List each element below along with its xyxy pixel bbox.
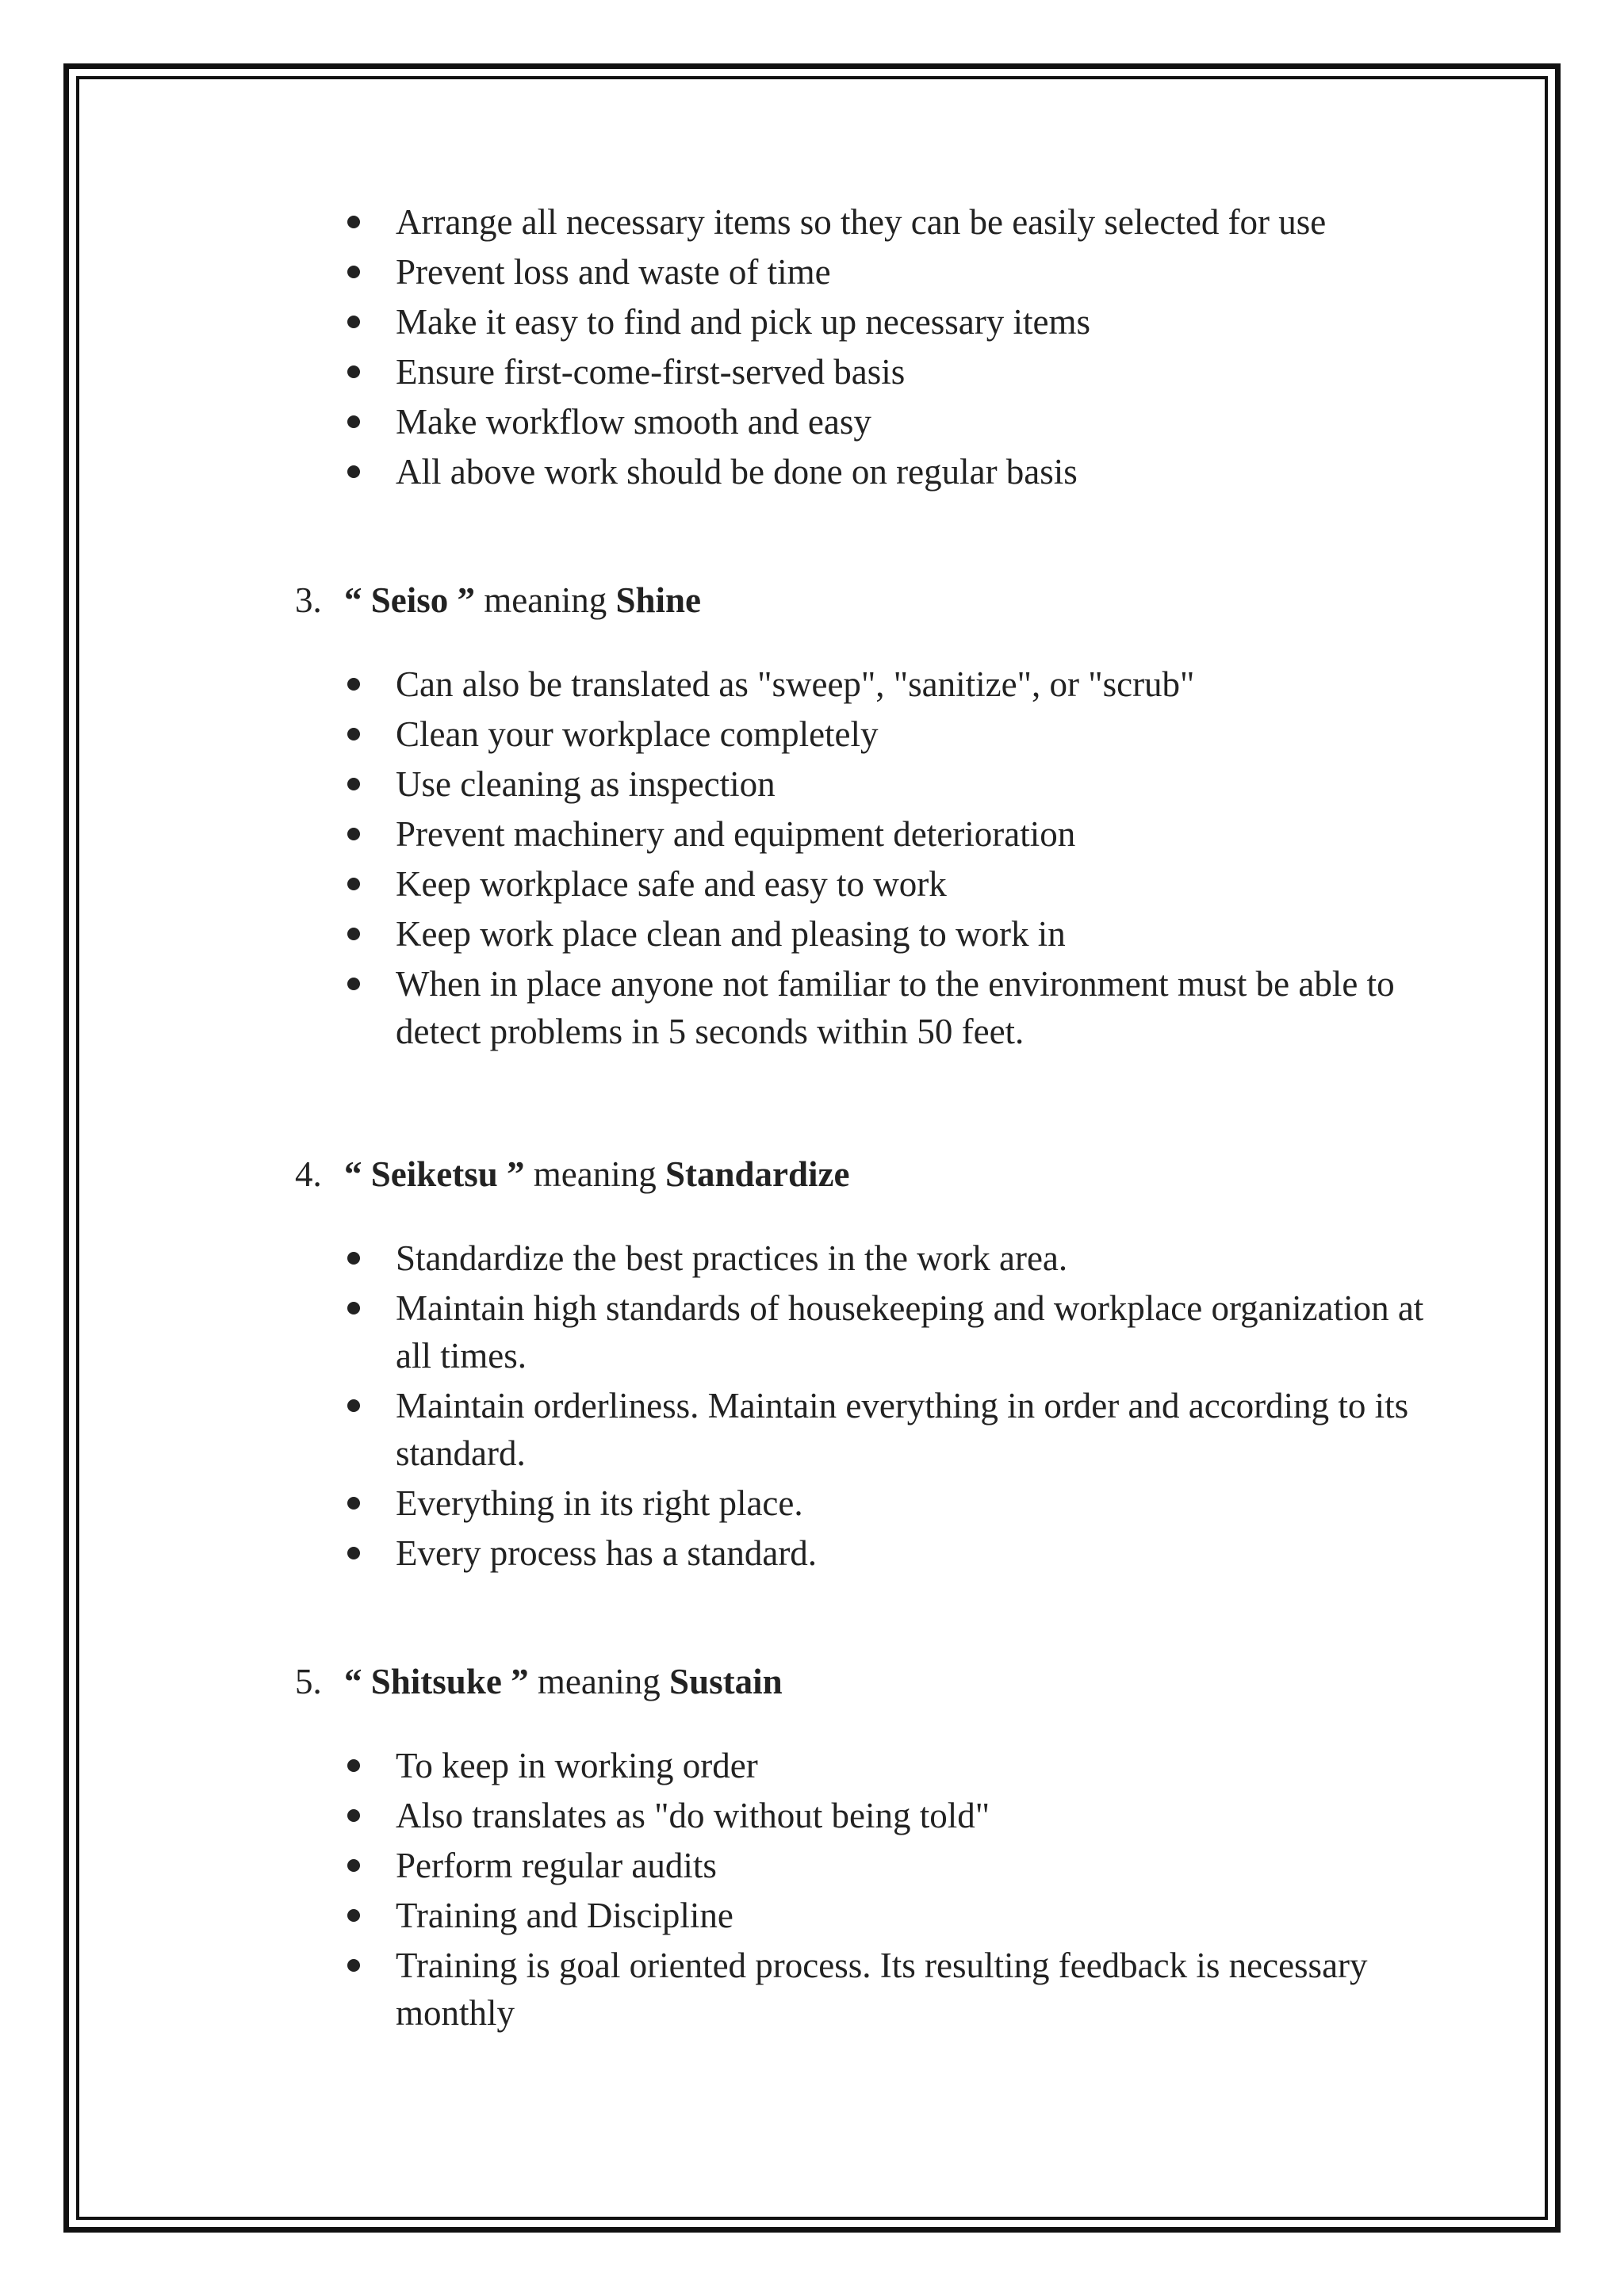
list-item: Also translates as "do without being told" (346, 1792, 1440, 1839)
list-item: Make it easy to find and pick up necessary items (346, 298, 1440, 346)
list-item: When in place anyone not familiar to the environment must be able to detect problems in 5 seconds within 50 feet. (346, 960, 1440, 1055)
list-item: Prevent machinery and equipment deterioration (346, 810, 1440, 858)
section-number: 5. (295, 1662, 322, 1701)
seiketsu-bullet-list (346, 1234, 1440, 1579)
list-item: Maintain orderliness. Maintain everything in order and according to its standard. (346, 1382, 1440, 1477)
section-number: 4. (295, 1154, 322, 1194)
section-number: 3. (295, 580, 322, 620)
section-meaning: Standardize (665, 1154, 850, 1194)
seiso-bullet-list (346, 660, 1440, 1058)
list-item: Ensure first-come-first-served basis (346, 348, 1440, 396)
list-item: Everything in its right place. (346, 1479, 1440, 1527)
list-item: Clean your workplace completely (346, 710, 1440, 758)
list-item: Every process has a standard. (346, 1529, 1440, 1577)
section-heading-seiso (295, 576, 701, 624)
list-item: Training is goal oriented process. Its resulting feedback is necessary monthly (346, 1942, 1440, 2037)
section-connector: meaning (475, 580, 616, 620)
list-item: Can also be translated as "sweep", "sanitize", or "scrub" (346, 660, 1440, 708)
list-item: Arrange all necessary items so they can be easily selected for use (346, 198, 1440, 246)
section-meaning: Shine (615, 580, 702, 620)
shitsuke-bullet-list (346, 1742, 1440, 2039)
section-connector: meaning (528, 1662, 670, 1701)
list-item: All above work should be done on regular basis (346, 448, 1440, 496)
section-term: “ Seiketsu ” (344, 1154, 525, 1194)
section-term: “ Seiso ” (344, 580, 476, 620)
section-heading-seiketsu (295, 1150, 850, 1198)
list-item: Prevent loss and waste of time (346, 248, 1440, 296)
list-item: Training and Discipline (346, 1892, 1440, 1939)
list-item: Standardize the best practices in the work area. (346, 1234, 1440, 1282)
list-item: Perform regular audits (346, 1842, 1440, 1889)
list-item: Make workflow smooth and easy (346, 398, 1440, 446)
section-connector: meaning (524, 1154, 665, 1194)
list-item: Keep work place clean and pleasing to work in (346, 910, 1440, 958)
list-item: Maintain high standards of housekeeping and workplace organization at all times. (346, 1284, 1440, 1380)
section-heading-shitsuke (295, 1658, 783, 1705)
list-item: To keep in working order (346, 1742, 1440, 1789)
continued-bullet-list (346, 198, 1440, 498)
section-meaning: Sustain (669, 1662, 783, 1701)
list-item: Keep workplace safe and easy to work (346, 860, 1440, 908)
section-term: “ Shitsuke ” (344, 1662, 529, 1701)
list-item: Use cleaning as inspection (346, 760, 1440, 808)
